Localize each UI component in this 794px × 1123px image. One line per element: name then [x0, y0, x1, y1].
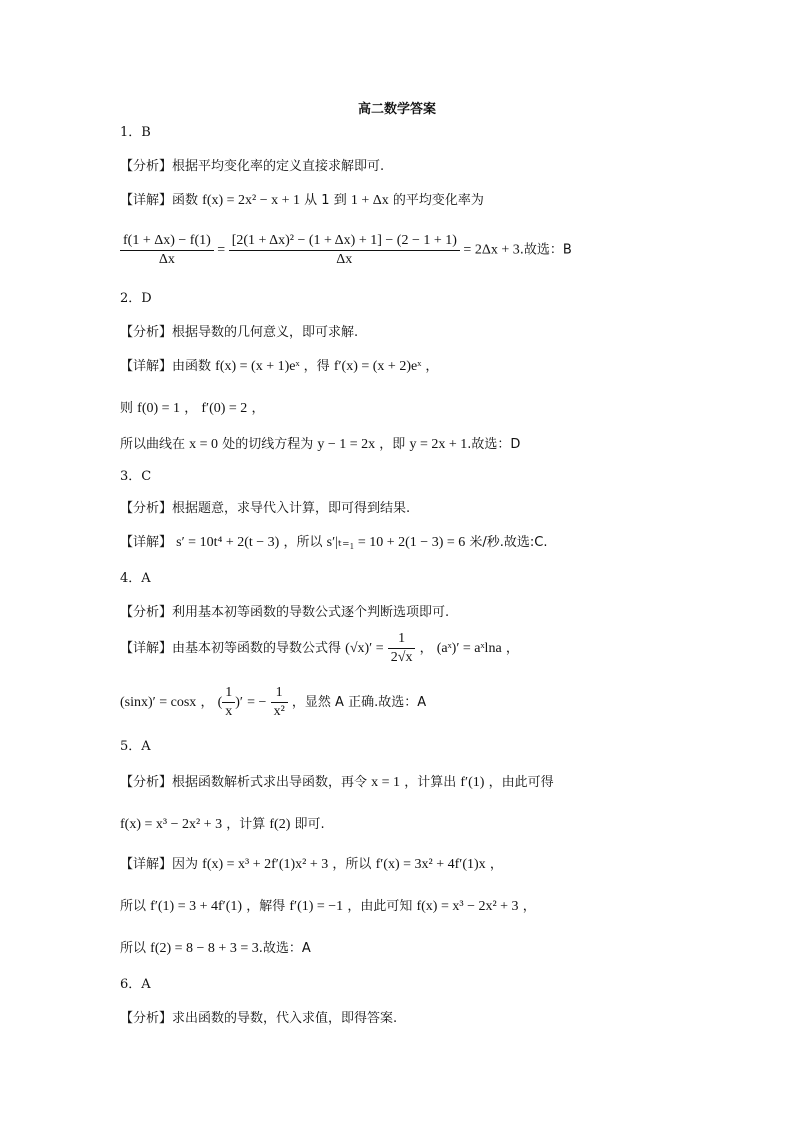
q4-line2 — [120, 684, 426, 721]
q5-line2-suffix: 即可. — [294, 817, 325, 832]
q2-point: x = 0 — [189, 437, 219, 452]
q4-reciprocal-fraction — [222, 684, 235, 721]
q2-line3-mid2: ，即 — [379, 437, 406, 452]
q5-detail-mid: ，所以 — [332, 857, 372, 872]
q1-detail-mid: 从 1 到 — [304, 193, 347, 208]
q4-result-denominator: x² — [273, 704, 285, 719]
q2-line3-prefix: 所以曲线在 — [120, 437, 186, 452]
q4-detail-prefix: 【详解】由基本初等函数的导数公式得 — [120, 641, 342, 656]
q4-sqrt-fraction-numerator: 1 — [388, 630, 416, 649]
question-number-5: 5．A — [120, 739, 151, 754]
q1-detail-suffix: 的平均变化率为 — [392, 193, 484, 208]
q2-tangent-eq2: y = 2x + 1 — [409, 437, 468, 452]
q3-detail-suffix: 米/秒.故选:C. — [469, 535, 548, 550]
q1-result: = 2Δx + 3 — [463, 242, 520, 258]
q2-tangent-eq: y − 1 = 2x — [317, 437, 376, 452]
q5-line2 — [120, 816, 325, 834]
q4-result-fraction — [271, 684, 288, 721]
question-number-3: 3．C — [120, 469, 152, 484]
q5-f2: f(2) — [269, 817, 291, 832]
q2-value-b: f′(0) = 2 — [201, 401, 248, 416]
q1-fraction-left-denominator: Δx — [158, 252, 175, 267]
q2-derivative: f′(x) = (x + 2)eˣ — [333, 359, 422, 374]
q2-detail — [120, 358, 438, 376]
q1-equals: = — [217, 242, 226, 258]
q4-reciprocal-numerator: 1 — [222, 684, 235, 703]
q2-line3-mid: 处的切线方程为 — [222, 437, 314, 452]
q2-answer: .故选：D — [467, 437, 521, 452]
q5-line4-prefix: 所以 — [120, 899, 147, 914]
q2-line2 — [120, 400, 264, 418]
q5-detail-derivative: f′(x) = 3x² + 4f′(1)x — [375, 857, 486, 872]
q5-line5 — [120, 940, 311, 958]
q5-line5-prefix: 所以 — [120, 941, 147, 956]
q5-analysis-suffix: ，由此可得 — [488, 775, 554, 790]
q4-sep: ， — [419, 641, 433, 656]
q1-fraction-right — [229, 232, 460, 269]
q4-sqrt-fraction-denominator: 2√x — [390, 650, 413, 665]
q1-detail-prefix: 【详解】函数 — [120, 193, 199, 208]
q3-derivative: s′ = 10t⁴ + 2(t − 3) — [176, 535, 280, 550]
q4-exp-derivative: (aˣ)′ = aˣlna — [436, 641, 502, 656]
q6-analysis: 【分析】求出函数的导数，代入求值，即得答案. — [120, 1011, 398, 1026]
q5-answer: .故选：A — [258, 941, 311, 956]
q5-detail-function: f(x) = x³ + 2f′(1)x² + 3 — [202, 857, 329, 872]
q5-line5-eq: f(2) = 8 − 8 + 3 = 3 — [150, 941, 259, 956]
page-title: 高二数学答案 — [357, 102, 436, 117]
q1-function: f(x) = 2x² − x + 1 — [202, 193, 301, 208]
q4-sqrt-derivative: (√x)′ = — [345, 641, 384, 656]
q4-sin-derivative: (sinx)′ = cosx — [120, 695, 197, 710]
q5-analysis-x: x = 1 — [371, 775, 401, 790]
q5-analysis-fp: f′(1) — [460, 775, 485, 790]
q3-analysis: 【分析】根据题意，求导代入计算，即可得到结果. — [120, 501, 411, 516]
q4-reciprocal-open: ( — [217, 695, 223, 710]
q4-reciprocal-eq: = − — [247, 695, 267, 710]
question-number-4: 4．A — [120, 571, 151, 586]
q5-line4 — [120, 898, 536, 916]
q1-formula — [120, 232, 572, 269]
q1-fraction-right-denominator: Δx — [336, 252, 353, 267]
q2-line3 — [120, 436, 520, 454]
q3-detail — [120, 534, 548, 552]
q5-line4-solution: f′(1) = −1 — [289, 899, 344, 914]
q2-analysis: 【分析】根据导数的几何意义，即可求解. — [120, 325, 359, 340]
q2-detail-mid: ，得 — [303, 359, 330, 374]
q4-sep3: ， — [200, 695, 214, 710]
q2-line2-sep: ， — [184, 401, 198, 416]
q4-analysis: 【分析】利用基本初等函数的导数公式逐个判断选项即可. — [120, 605, 450, 620]
q2-line2-prefix: 则 — [120, 401, 134, 416]
q1-detail — [120, 192, 484, 210]
q2-value-a: f(0) = 1 — [137, 401, 181, 416]
q5-line4-suffix: ， — [522, 899, 536, 914]
q5-function: f(x) = x³ − 2x² + 3 — [120, 817, 223, 832]
q4-reciprocal-denominator: x — [225, 704, 233, 719]
q5-line4-function: f(x) = x³ − 2x² + 3 — [416, 899, 519, 914]
q5-analysis-prefix: 【分析】根据函数解析式求出导函数，再令 — [120, 775, 368, 790]
q1-range: 1 + Δx — [350, 193, 389, 208]
q5-detail-suffix: ， — [489, 857, 503, 872]
q4-sep2: ， — [505, 641, 519, 656]
q2-line2-suffix: ， — [251, 401, 265, 416]
q1-fraction-right-numerator: [2(1 + Δx)² − (1 + Δx) + 1] − (2 − 1 + 1) — [229, 232, 460, 251]
q5-detail — [120, 856, 503, 874]
q3-detail-prefix: 【详解】 — [120, 535, 173, 550]
q3-detail-mid: ，所以 — [283, 535, 323, 550]
q5-detail-prefix: 【详解】因为 — [120, 857, 199, 872]
q5-line4-eq: f′(1) = 3 + 4f′(1) — [150, 899, 243, 914]
q5-analysis — [120, 774, 554, 792]
q4-sqrt-fraction — [388, 630, 416, 667]
q5-analysis-mid: ，计算出 — [404, 775, 457, 790]
question-number-1: 1．B — [120, 125, 151, 140]
q3-value: s′|ₜ₌₁ = 10 + 2(1 − 3) = 6 — [326, 535, 466, 550]
q4-result-numerator: 1 — [271, 684, 288, 703]
question-number-2: 2．D — [120, 291, 152, 306]
q1-analysis: 【分析】根据平均变化率的定义直接求解即可. — [120, 159, 385, 174]
q4-reciprocal-close: )′ — [235, 695, 243, 710]
q1-fraction-left — [120, 232, 214, 269]
q2-detail-suffix: ， — [425, 359, 439, 374]
q2-function: f(x) = (x + 1)eˣ — [215, 359, 300, 374]
q5-line2-mid: ，计算 — [226, 817, 266, 832]
question-number-6: 6．A — [120, 977, 151, 992]
q4-line2-suffix: ，显然 A 正确.故选：A — [291, 695, 427, 710]
q1-answer: .故选：B — [519, 242, 572, 258]
q1-fraction-left-numerator: f(1 + Δx) − f(1) — [120, 232, 214, 251]
q4-detail — [120, 630, 519, 667]
q5-line4-mid: ，解得 — [246, 899, 286, 914]
q5-line4-mid2: ，由此可知 — [347, 899, 413, 914]
q2-detail-prefix: 【详解】由函数 — [120, 359, 212, 374]
